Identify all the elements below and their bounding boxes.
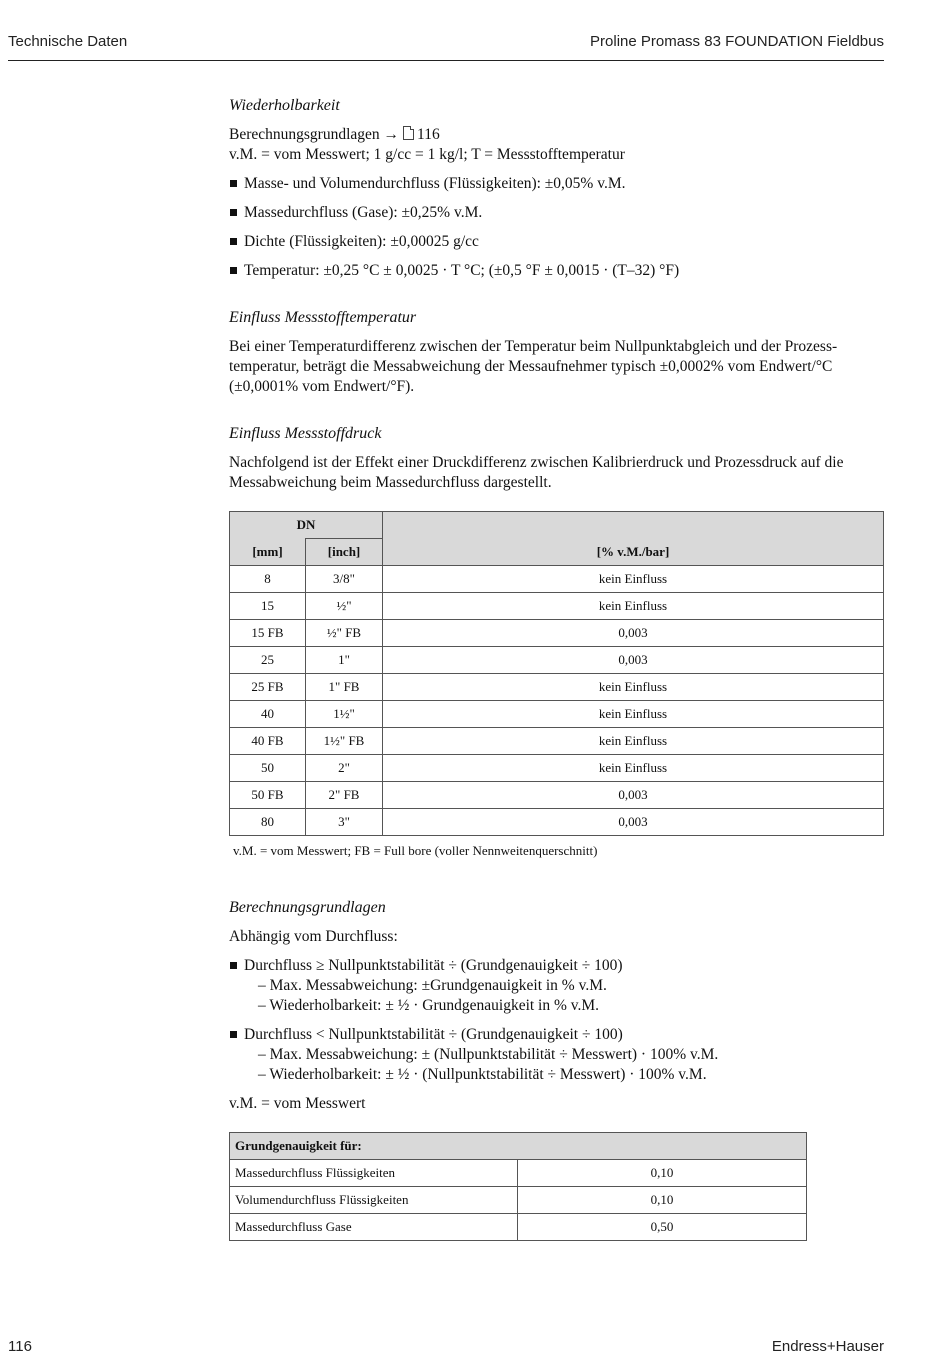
cell-value: 0,003 (383, 782, 884, 809)
cell-mm: 40 FB (230, 728, 306, 755)
page-footer (8, 1338, 884, 1360)
heading-wiederholbarkeit: Wiederholbarkeit (229, 97, 340, 114)
pressure-table (229, 511, 884, 836)
table-header-empty (383, 512, 884, 539)
heading-einfluss-druck: Einfluss Messstoffdruck (229, 425, 382, 442)
cell-inch: 1½" (306, 701, 383, 728)
table-row (230, 1187, 807, 1214)
page-number: 116 (8, 1338, 32, 1355)
table-header: Grundgenauigkeit für: (230, 1133, 807, 1160)
cell-mm: 40 (230, 701, 306, 728)
basic-accuracy-table (229, 1132, 807, 1241)
cell-mm: 25 (230, 647, 306, 674)
case-line: – Wiederholbarkeit: ± ½ · Grundgenauigkeit in % v.M. (258, 997, 600, 1014)
reference-text: Berechnungsgrundlagen → (229, 126, 400, 143)
cell-inch: 1" (306, 647, 383, 674)
cell-value: kein Einfluss (383, 701, 884, 728)
cell-value: kein Einfluss (383, 593, 884, 620)
table-row (230, 809, 884, 836)
calculation-list (229, 956, 885, 1085)
brand-name: Endress+Hauser (771, 1338, 884, 1355)
table-row (230, 593, 884, 620)
section-einfluss-druck (229, 423, 885, 859)
list-item-text: Dichte (Flüssigkeiten): ±0,00025 g/cc (244, 233, 479, 250)
cell-value: 0,50 (518, 1214, 807, 1241)
cell-value: 0,003 (383, 620, 884, 647)
page-header (8, 30, 884, 61)
intro-text: Abhängig vom Durchfluss: (229, 928, 398, 945)
cell-inch: 1½" FB (306, 728, 383, 755)
definitions-line: v.M. = vom Messwert; 1 g/cc = 1 kg/l; T = Messstofftemperatur (229, 146, 625, 163)
case-condition: Durchfluss < Nullpunktstabilität ÷ (Grundgenauigkeit ÷ 100) (244, 1026, 623, 1043)
page-content (229, 95, 885, 1259)
cell-value: 0,10 (518, 1187, 807, 1214)
list-item-text: Temperatur: ±0,25 °C ± 0,0025 · T °C; (±0,5 °F ± 0,0015 · (T–32) °F) (244, 262, 680, 279)
cell-mm: 25 FB (230, 674, 306, 701)
list-item (229, 261, 885, 281)
table-row (230, 647, 884, 674)
bullet-square-icon (230, 209, 237, 216)
cell-inch: ½" FB (306, 620, 383, 647)
cell-value: kein Einfluss (383, 755, 884, 782)
bullet-square-icon (230, 180, 237, 187)
bullet-square-icon (230, 267, 237, 274)
case-line: – Wiederholbarkeit: ± ½ · (Nullpunktstabilität ÷ Messwert) · 100% v.M. (258, 1066, 707, 1083)
table-row (230, 728, 884, 755)
cell-inch: 3" (306, 809, 383, 836)
repeatability-list (229, 174, 885, 281)
heading-berechnungsgrundlagen: Berechnungsgrundlagen (229, 899, 386, 916)
table-row (230, 701, 884, 728)
list-item-text: Masse- und Volumendurchfluss (Flüssigkeiten): ±0,05% v.M. (244, 175, 626, 192)
heading-einfluss-temperatur: Einfluss Messstofftemperatur (229, 309, 417, 326)
section-title: Technische Daten (8, 33, 128, 50)
cell-mm: 8 (230, 566, 306, 593)
cell-mm: 50 FB (230, 782, 306, 809)
cell-mm: 50 (230, 755, 306, 782)
table-row (230, 674, 884, 701)
definition-line: v.M. = vom Messwert (229, 1095, 366, 1112)
section-wiederholbarkeit (229, 95, 885, 281)
reference-line (229, 125, 885, 145)
document-title: Proline Promass 83 FOUNDATION Fieldbus (590, 33, 884, 50)
cell-value: kein Einfluss (383, 728, 884, 755)
bullet-square-icon (230, 238, 237, 245)
cell-mm: 15 (230, 593, 306, 620)
reference-page: 116 (417, 126, 440, 143)
cell-value: 0,10 (518, 1160, 807, 1187)
table-row (230, 566, 884, 593)
bullet-square-icon (230, 962, 237, 969)
cell-value: kein Einfluss (383, 674, 884, 701)
table-header-mm: [mm] (230, 539, 306, 566)
list-item (229, 1025, 885, 1085)
list-item (229, 203, 885, 223)
table-row (230, 620, 884, 647)
paragraph-einfluss-druck: Nachfolgend ist der Effekt einer Druckdifferenz zwischen Kalibrierdruck und Prozessdruck auf die Messabweichung beim Massedurchfluss dargestellt. (229, 454, 844, 491)
paragraph-einfluss-temperatur: Bei einer Temperaturdifferenz zwischen der Temperatur beim Nullpunktabgleich und der Prozesstemperatur, beträgt die Messabweichung der Messaufnehmer typisch ±0,0002% vom Endwert/°C (±0,0001% vom Endwert/°F). (229, 338, 838, 395)
cell-inch: 1" FB (306, 674, 383, 701)
list-item (229, 174, 885, 194)
section-berechnungsgrundlagen (229, 897, 885, 1241)
table-row (230, 1160, 807, 1187)
cell-inch: 3/8" (306, 566, 383, 593)
table-row (230, 1214, 807, 1241)
cell-label: Volumendurchfluss Flüssigkeiten (230, 1187, 518, 1214)
case-line: – Max. Messabweichung: ±Grundgenauigkeit in % v.M. (258, 977, 607, 994)
table-footnote: v.M. = vom Messwert; FB = Full bore (voller Nennweitenquerschnitt) (233, 843, 598, 858)
cell-inch: 2" (306, 755, 383, 782)
bullet-square-icon (230, 1031, 237, 1038)
cell-inch: ½" (306, 593, 383, 620)
cell-label: Massedurchfluss Gase (230, 1214, 518, 1241)
case-condition: Durchfluss ≥ Nullpunktstabilität ÷ (Grundgenauigkeit ÷ 100) (244, 957, 623, 974)
table-row (230, 755, 884, 782)
table-row (230, 782, 884, 809)
cell-mm: 80 (230, 809, 306, 836)
cell-value: kein Einfluss (383, 566, 884, 593)
list-item (229, 232, 885, 252)
cell-mm: 15 FB (230, 620, 306, 647)
section-einfluss-temperatur (229, 307, 885, 397)
table-header-value: [% v.M./bar] (383, 539, 884, 566)
table-header-dn: DN (230, 512, 383, 539)
list-item (229, 956, 885, 1016)
list-item-text: Massedurchfluss (Gase): ±0,25% v.M. (244, 204, 483, 221)
cell-inch: 2" FB (306, 782, 383, 809)
table-header-inch: [inch] (306, 539, 383, 566)
cell-value: 0,003 (383, 647, 884, 674)
cell-value: 0,003 (383, 809, 884, 836)
case-line: – Max. Messabweichung: ± (Nullpunktstabilität ÷ Messwert) · 100% v.M. (258, 1046, 719, 1063)
cell-label: Massedurchfluss Flüssigkeiten (230, 1160, 518, 1187)
page-reference-icon (403, 126, 414, 140)
